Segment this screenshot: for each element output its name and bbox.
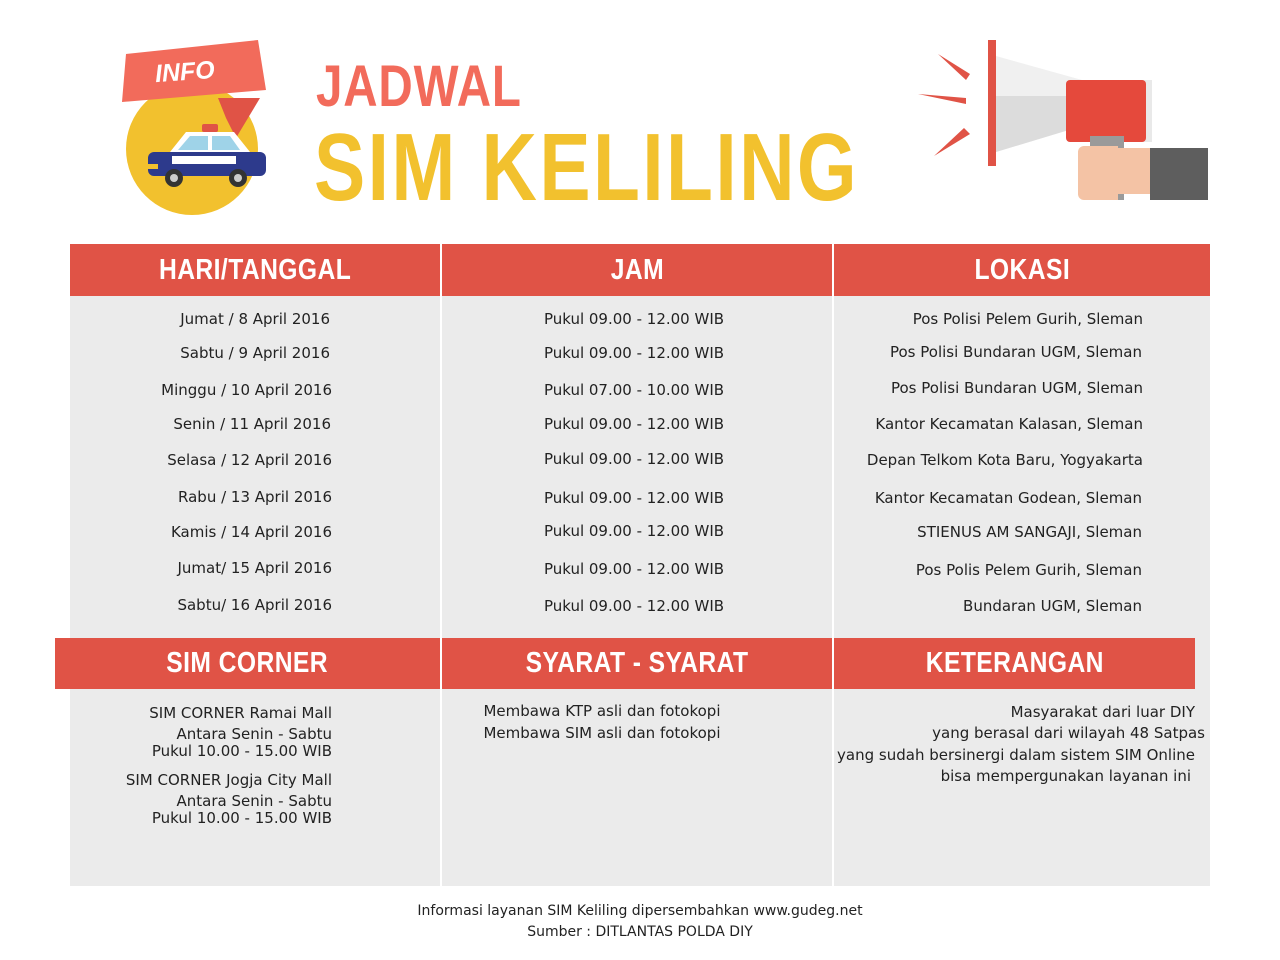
schedule-time: Pukul 09.00 - 12.00 WIB [543,310,725,328]
schedule-date: Sabtu/ 16 April 2016 [177,596,332,614]
header-keterangan: KETERANGAN [834,638,1195,689]
schedule-time: Pukul 07.00 - 10.00 WIB [543,381,725,399]
header-lokasi: LOKASI [834,244,1210,296]
schedule-location: Pos Polis Pelem Gurih, Sleman [915,561,1142,579]
schedule-location: Depan Telkom Kota Baru, Yogyakarta [866,451,1143,469]
schedule-date: Jumat / 8 April 2016 [180,310,330,328]
page-title-line1: JADWAL [316,54,522,119]
keterangan-line: Masyarakat dari luar DIY [1010,703,1195,721]
schedule-time: Pukul 09.00 - 12.00 WIB [543,522,725,540]
header-hari-tanggal: HARI/TANGGAL [70,244,440,296]
sim-corner-line: Antara Senin - Sabtu [176,725,332,743]
footer-source: Sumber : DITLANTAS POLDA DIY [527,924,753,940]
schedule-time: Pukul 09.00 - 12.00 WIB [543,415,725,433]
page-title-line2: SIM KELILING [314,114,860,221]
sim-corner-line: Antara Senin - Sabtu [176,792,332,810]
schedule-location: Pos Polisi Bundaran UGM, Sleman [890,379,1143,397]
keterangan-line: bisa mempergunakan layanan ini [940,767,1191,785]
megaphone-graphic [912,36,1212,208]
schedule-time: Pukul 09.00 - 12.00 WIB [543,344,725,362]
sim-corner-line: SIM CORNER Jogja City Mall [125,771,332,789]
schedule-location: STIENUS AM SANGAJI, Sleman [917,523,1142,541]
schedule-location: Kantor Kecamatan Kalasan, Sleman [875,415,1143,433]
schedule-date: Jumat/ 15 April 2016 [177,559,332,577]
column-divider [440,638,442,886]
schedule-time: Pukul 09.00 - 12.00 WIB [543,597,725,615]
info-badge-label: INFO [154,55,216,89]
header-sim-corner: SIM CORNER [55,638,440,689]
keterangan-line: yang sudah bersinergi dalam sistem SIM Online [837,746,1195,764]
footer-credit: Informasi layanan SIM Keliling dipersembahkan www.gudeg.net [417,903,863,919]
schedule-date: Selasa / 12 April 2016 [167,451,332,469]
sim-corner-line: Pukul 10.00 - 15.00 WIB [151,742,332,760]
column-divider [832,638,834,886]
schedule-date: Minggu / 10 April 2016 [161,381,332,399]
schedule-date: Senin / 11 April 2016 [173,415,331,433]
header-syarat: SYARAT - SYARAT [442,638,832,689]
syarat-item: Membawa SIM asli dan fotokopi [483,724,721,742]
schedule-location: Kantor Kecamatan Godean, Sleman [874,489,1142,507]
column-divider [440,244,442,638]
schedule-date: Kamis / 14 April 2016 [170,523,332,541]
schedule-date: Sabtu / 9 April 2016 [180,344,330,362]
schedule-date: Rabu / 13 April 2016 [178,488,332,506]
header-jam: JAM [442,244,832,296]
schedule-time: Pukul 09.00 - 12.00 WIB [543,450,725,468]
schedule-location: Bundaran UGM, Sleman [963,597,1142,615]
schedule-time: Pukul 09.00 - 12.00 WIB [543,560,725,578]
column-divider [832,244,834,638]
schedule-location: Pos Polisi Bundaran UGM, Sleman [889,343,1142,361]
sim-corner-line: Pukul 10.00 - 15.00 WIB [151,809,332,827]
schedule-time: Pukul 09.00 - 12.00 WIB [543,489,725,507]
syarat-item: Membawa KTP asli dan fotokopi [483,702,721,720]
keterangan-line: yang berasal dari wilayah 48 Satpas [932,724,1205,742]
schedule-location: Pos Polisi Pelem Gurih, Sleman [912,310,1143,328]
sim-corner-line: SIM CORNER Ramai Mall [149,704,332,722]
megaphone-icon [912,36,1212,208]
